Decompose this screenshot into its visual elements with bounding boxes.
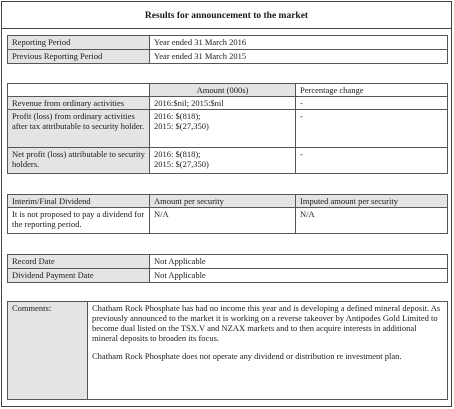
record-date-value: Not Applicable — [150, 255, 448, 269]
results-table — [7, 83, 448, 174]
table-row — [8, 110, 448, 148]
comments-table — [7, 301, 448, 400]
imputed-amount-header: Imputed amount per security — [296, 195, 448, 208]
dividend-imputed: N/A — [296, 208, 448, 234]
profit-loss-change: - — [296, 110, 448, 148]
profit-loss-amount — [150, 110, 296, 148]
record-date-label: Record Date — [8, 255, 150, 269]
dividend-payment-date-label: Dividend Payment Date — [8, 269, 150, 283]
revenue-label: Revenue from ordinary activities — [8, 97, 150, 110]
table-header-row — [8, 84, 448, 97]
dates-table — [7, 254, 448, 283]
revenue-change: - — [296, 97, 448, 110]
table-row — [8, 208, 448, 234]
table-header-row — [8, 195, 448, 208]
table-row — [8, 50, 448, 64]
net-profit-amount — [150, 148, 296, 174]
comments-text — [88, 302, 448, 400]
comments-label: Comments: — [8, 302, 88, 400]
profit-loss-label: Profit (loss) from ordinary activities after tax attributable to security holder. — [8, 110, 150, 148]
profit-loss-amount-2015: 2015: $(27,350) — [154, 121, 209, 131]
net-profit-amount-2015: 2015: $(27,350) — [154, 159, 209, 169]
previous-period-value: Year ended 31 March 2015 — [150, 50, 448, 64]
dividend-statement: It is not proposed to pay a dividend for the reporting period. — [8, 208, 150, 234]
periods-table — [7, 35, 448, 64]
title-divider — [2, 28, 451, 29]
revenue-amount: 2016:$nil; 2015:$nil — [150, 97, 296, 110]
table-row — [8, 148, 448, 174]
dividend-payment-date-value: Not Applicable — [150, 269, 448, 283]
dividend-header-label: Interim/Final Dividend — [8, 195, 150, 208]
profit-loss-amount-2016: 2016: $(818); — [154, 111, 201, 121]
reporting-period-value: Year ended 31 March 2016 — [150, 36, 448, 50]
previous-period-label: Previous Reporting Period — [8, 50, 150, 64]
net-profit-change: - — [296, 148, 448, 174]
reporting-period-label: Reporting Period — [8, 36, 150, 50]
dividend-table — [7, 194, 448, 234]
dividend-amount: N/A — [150, 208, 296, 234]
amount-header: Amount (000s) — [150, 84, 296, 97]
table-row — [8, 269, 448, 283]
table-row — [8, 255, 448, 269]
change-header: Percentage change — [296, 84, 448, 97]
net-profit-amount-2016: 2016: $(818); — [154, 149, 201, 159]
table-row — [8, 97, 448, 110]
page-title: Results for announcement to the market — [144, 11, 309, 21]
comments-paragraph: Chatham Rock Phosphate has had no income this year and is developing a defined mineral deposit. As previously announced to the market it is working on a reverse takeover by Antipodes Gold Limited to become dual listed on the TSX.V and NZAX markets and to then acquire interests in additional mineral deposits to broaden its focus. — [92, 303, 441, 343]
comments-paragraph: Chatham Rock Phosphate does not operate any dividend or distribution re investment plan. — [92, 351, 402, 361]
table-row — [8, 302, 448, 400]
net-profit-label: Net profit (loss) attributable to security holders. — [8, 148, 150, 174]
results-header-blank — [8, 84, 150, 97]
table-row — [8, 36, 448, 50]
amount-per-security-header: Amount per security — [150, 195, 296, 208]
